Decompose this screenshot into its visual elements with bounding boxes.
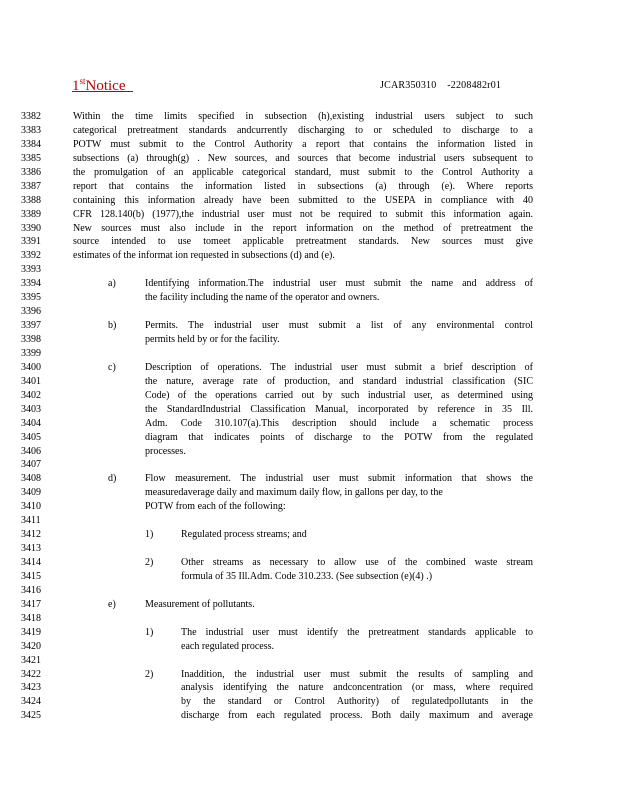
line-text: Measurement of pollutants. [145,598,255,610]
text-line [0,166,618,180]
line-text: Permits. The industrial user must submit a list of any environmental control [145,320,533,332]
text-line [0,222,618,236]
line-text: categorical pretreatment standards andcurrently discharging to or scheduled to discharge to a [73,124,533,136]
line-text: POTW must submit to the Control Authority a report that contains the information listed in [73,138,533,150]
line-number: 3413 [21,543,41,555]
line-text: report that contains the information listed in subsections (a) through (e). Where reports [73,180,533,192]
notice-heading [72,76,133,95]
line-number: 3397 [21,320,41,332]
line-text: Adm. Code 310.107(a).This description should include a schematic process [145,417,533,429]
line-number: 3422 [21,668,41,680]
numbered-text-body [0,110,618,723]
line-text: the promulgation of an applicable categorical standard, must submit to the Control Authority a [73,166,533,178]
line-number: 3408 [21,473,41,485]
text-line [0,668,618,682]
line-number: 3387 [21,180,41,192]
line-text: processes. [145,445,186,457]
line-number: 3416 [21,584,41,596]
text-line [0,570,618,584]
text-line [0,472,618,486]
item-label: 1) [145,529,154,541]
text-line [0,361,618,375]
text-line [0,500,618,514]
line-text: New sources must also include in the report information on the method of pretreatment the [73,222,533,234]
item-label: a) [108,278,116,290]
text-line [0,654,618,668]
text-line [0,403,618,417]
line-text: Code) of the operations carried out by such industrial user, as determined using [145,389,533,401]
line-number: 3411 [21,515,41,527]
text-line [0,612,618,626]
line-number: 3385 [21,152,41,164]
item-label: e) [108,598,116,610]
line-number: 3388 [21,194,41,206]
line-number: 3410 [21,501,41,513]
text-line [0,277,618,291]
line-number: 3396 [21,306,41,318]
line-number: 3394 [21,278,41,290]
line-number: 3407 [21,459,41,471]
line-number: 3418 [21,612,41,624]
line-number: 3414 [21,557,41,568]
line-number: 3401 [21,375,41,387]
line-number: 3423 [21,682,41,694]
line-text: Other streams as necessary to allow use of the combined waste stream [181,557,533,568]
notice-word: Notice [85,78,126,94]
line-text: the nature, average rate of production, and standard industrial classification (SIC [145,375,533,387]
item-label: b) [108,320,117,332]
line-number: 3404 [21,417,41,429]
text-line [0,333,618,347]
line-text: discharge from each regulated process. Both daily maximum and average [181,710,533,722]
text-line [0,514,618,528]
text-line [0,542,618,556]
text-line [0,445,618,459]
line-number: 3384 [21,138,41,150]
line-number: 3392 [21,250,41,262]
text-line [0,695,618,709]
line-text: CFR 128.140(b) (1977),the industrial user must not be required to submit this information again. [73,208,533,220]
line-number: 3402 [21,389,41,401]
line-text: POTW from each of the following: [145,501,286,513]
line-text: containing this information already have been submitted to the USEPA in compliance with 40 [73,194,533,206]
line-number: 3383 [21,124,41,136]
notice-number: 1 [72,78,80,94]
line-number: 3419 [21,626,41,638]
line-number: 3415 [21,570,41,582]
text-line [0,584,618,598]
line-text: measuredaverage daily and maximum daily flow, in gallons per day, to the [145,487,443,499]
text-line [0,138,618,152]
line-text: the StandardIndustrial Classification Manual, incorporated by reference in 35 Ill. [145,403,533,415]
line-number: 3382 [21,111,41,122]
text-line [0,124,618,138]
item-label: d) [108,473,117,485]
line-text: Description of operations. The industrial user must submit a brief description of [145,361,533,373]
text-line [0,528,618,542]
line-text: permits held by or for the facility. [145,334,280,345]
item-label: 2) [145,668,154,680]
line-text: the facility including the name of the operator and owners. [145,292,380,304]
line-number: 3390 [21,222,41,234]
text-line [0,235,618,249]
item-label: 1) [145,626,154,638]
line-text: Inaddition, the industrial user must submit the results of sampling and [181,668,533,680]
line-text: formula of 35 Ill.Adm. Code 310.233. (See subsection (e)(4) .) [181,570,433,582]
line-number: 3391 [21,236,41,248]
text-line [0,486,618,500]
line-number: 3403 [21,403,41,415]
line-number: 3400 [21,361,41,373]
line-text: by the standard or Control Authority) of regulatedpollutants in the [181,696,533,708]
text-line [0,458,618,472]
text-line [0,110,618,124]
text-line [0,626,618,640]
notice-ordinal-suffix: st [79,76,86,86]
line-number: 3421 [21,654,41,666]
text-line [0,319,618,333]
text-line [0,249,618,263]
line-text: analysis identifying the nature andconcentration (or mass, where required [181,682,533,694]
text-line [0,194,618,208]
line-number: 3406 [21,445,41,457]
item-label: c) [108,361,116,373]
text-line [0,180,618,194]
line-text: subsections (a) through(g) . New sources, and sources that become industrial users subsequent to [73,152,533,164]
text-line [0,305,618,319]
line-number: 3420 [21,640,41,652]
line-number: 3417 [21,598,41,610]
text-line [0,709,618,723]
text-line [0,431,618,445]
line-text: each regulated process. [181,640,275,652]
text-line [0,417,618,431]
line-number: 3395 [21,292,41,304]
text-line [0,291,618,305]
line-text: The industrial user must identify the pretreatment standards applicable to [181,626,533,638]
line-text: source intended to use tomeet applicable pretreatment standards. New sources must give [73,236,533,248]
line-number: 3405 [21,431,41,443]
line-number: 3409 [21,487,41,499]
line-number: 3386 [21,166,41,178]
line-text: estimates of the informat ion requested in subsections (d) and (e). [73,250,335,262]
line-text: Within the time limits specified in subsection (h),existing industrial users subject to such [73,111,533,122]
line-text: Identifying information.The industrial user must submit the name and address of [145,278,533,290]
line-number: 3393 [21,264,41,276]
text-line [0,389,618,403]
line-number: 3389 [21,208,41,220]
line-text: diagram that indicates points of discharge to the POTW from the regulated [145,431,533,443]
line-text: Flow measurement. The industrial user must submit information that shows the [145,473,533,485]
line-number: 3425 [21,710,41,722]
text-line [0,208,618,222]
document-id: JCAR350310 -2208482r01 [380,80,502,91]
text-line [0,152,618,166]
line-text: Regulated process streams; and [181,529,307,541]
page-header [72,76,552,96]
line-number: 3412 [21,529,41,541]
line-number: 3399 [21,347,41,359]
text-line [0,598,618,612]
line-number: 3424 [21,696,41,708]
text-line [0,556,618,570]
text-line [0,640,618,654]
text-line [0,681,618,695]
line-number: 3398 [21,334,41,345]
item-label: 2) [145,557,154,568]
text-line [0,375,618,389]
text-line [0,263,618,277]
text-line [0,347,618,361]
